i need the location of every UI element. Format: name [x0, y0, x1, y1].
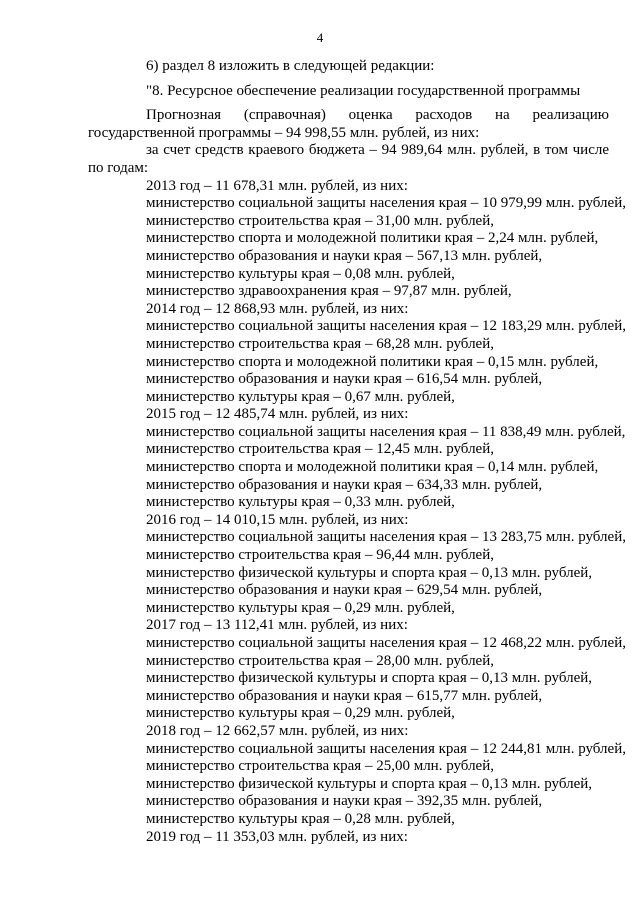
year-2013-line: министерство социальной защиты населения края – 10 979,99 млн. рублей, — [146, 195, 626, 212]
year-2013-line: министерство культуры края – 0,08 млн. рублей, — [146, 265, 455, 282]
year-2016-line: министерство физической культуры и спорта края – 0,13 млн. рублей, — [146, 564, 593, 581]
section-heading: "8. Ресурсное обеспечение реализации государственной программы — [146, 82, 581, 99]
year-2016-line: министерство социальной защиты населения края – 13 283,75 млн. рублей, — [146, 529, 626, 546]
year-2013-line: министерство спорта и молодежной политики края – 2,24 млн. рублей, — [146, 230, 599, 247]
year-2018-line: министерство социальной защиты населения края – 12 244,81 млн. рублей, — [146, 740, 626, 757]
year-2014-line: министерство строительства края – 68,28 млн. рублей, — [146, 335, 494, 352]
year-2018-line: министерство образования и науки края – 392,35 млн. рублей, — [146, 793, 543, 810]
year-2015-total: 2015 год – 12 485,74 млн. рублей, из них: — [146, 406, 409, 423]
year-2015-line: министерство спорта и молодежной политики края – 0,14 млн. рублей, — [146, 459, 599, 476]
regional-budget-paragraph: за счет средств краевого бюджета – 94 989,64 млн. рублей, в том числе по годам: — [88, 142, 609, 176]
year-2019-total: 2019 год – 11 353,03 млн. рублей, из них: — [146, 828, 408, 845]
total-estimate-paragraph: Прогнозная (справочная) оценка расходов на реализацию государственной программы – 94 998,55 млн. рублей, из них: — [88, 107, 609, 141]
year-2016-total: 2016 год – 14 010,15 млн. рублей, из них: — [146, 511, 409, 528]
year-2017-line: министерство образования и науки края – 615,77 млн. рублей, — [146, 687, 543, 704]
year-2014-total: 2014 год – 12 868,93 млн. рублей, из них: — [146, 300, 409, 317]
year-2014-line: министерство образования и науки края – 616,54 млн. рублей, — [146, 371, 543, 388]
year-2016-line: министерство строительства края – 96,44 млн. рублей, — [146, 547, 494, 564]
year-2013-line: министерство образования и науки края – 567,13 млн. рублей, — [146, 247, 543, 264]
year-2016-line: министерство образования и науки края – 629,54 млн. рублей, — [146, 582, 543, 599]
year-2016-line: министерство культуры края – 0,29 млн. рублей, — [146, 599, 455, 616]
year-2017-line: министерство строительства края – 28,00 млн. рублей, — [146, 652, 494, 669]
page-number: 4 — [316, 30, 324, 45]
year-2014-line: министерство спорта и молодежной политики края – 0,15 млн. рублей, — [146, 353, 599, 370]
year-2015-line: министерство строительства края – 12,45 млн. рублей, — [146, 441, 494, 458]
year-2018-total: 2018 год – 12 662,57 млн. рублей, из них: — [146, 722, 409, 739]
year-2017-total: 2017 год – 13 112,41 млн. рублей, из них: — [146, 617, 408, 634]
year-2018-line: министерство строительства края – 25,00 млн. рублей, — [146, 758, 494, 775]
year-2014-line: министерство культуры края – 0,67 млн. рублей, — [146, 388, 455, 405]
year-2017-line: министерство социальной защиты населения края – 12 468,22 млн. рублей, — [146, 635, 626, 651]
year-2015-line: министерство образования и науки края – 634,33 млн. рублей, — [146, 476, 543, 493]
amendment-intro: 6) раздел 8 изложить в следующей редакции: — [146, 58, 435, 74]
year-2013-total: 2013 год – 11 678,31 млн. рублей, из них: — [146, 177, 408, 194]
year-2018-line: министерство физической культуры и спорта края – 0,13 млн. рублей, — [146, 775, 593, 792]
year-2017-line: министерство физической культуры и спорта края – 0,13 млн. рублей, — [146, 670, 593, 687]
document-body — [88, 58, 626, 846]
year-2014-line: министерство социальной защиты населения края – 12 183,29 млн. рублей, — [146, 318, 626, 335]
year-2015-line: министерство социальной защиты населения края – 11 838,49 млн. рублей, — [146, 423, 626, 440]
year-2018-line: министерство культуры края – 0,28 млн. рублей, — [146, 810, 455, 827]
year-2015-line: министерство культуры края – 0,33 млн. рублей, — [146, 494, 455, 511]
year-2013-line: министерство строительства края – 31,00 млн. рублей, — [146, 212, 494, 229]
year-2013-line: министерство здравоохранения края – 97,87 млн. рублей, — [146, 283, 512, 300]
year-2017-line: министерство культуры края – 0,29 млн. рублей, — [146, 705, 455, 722]
